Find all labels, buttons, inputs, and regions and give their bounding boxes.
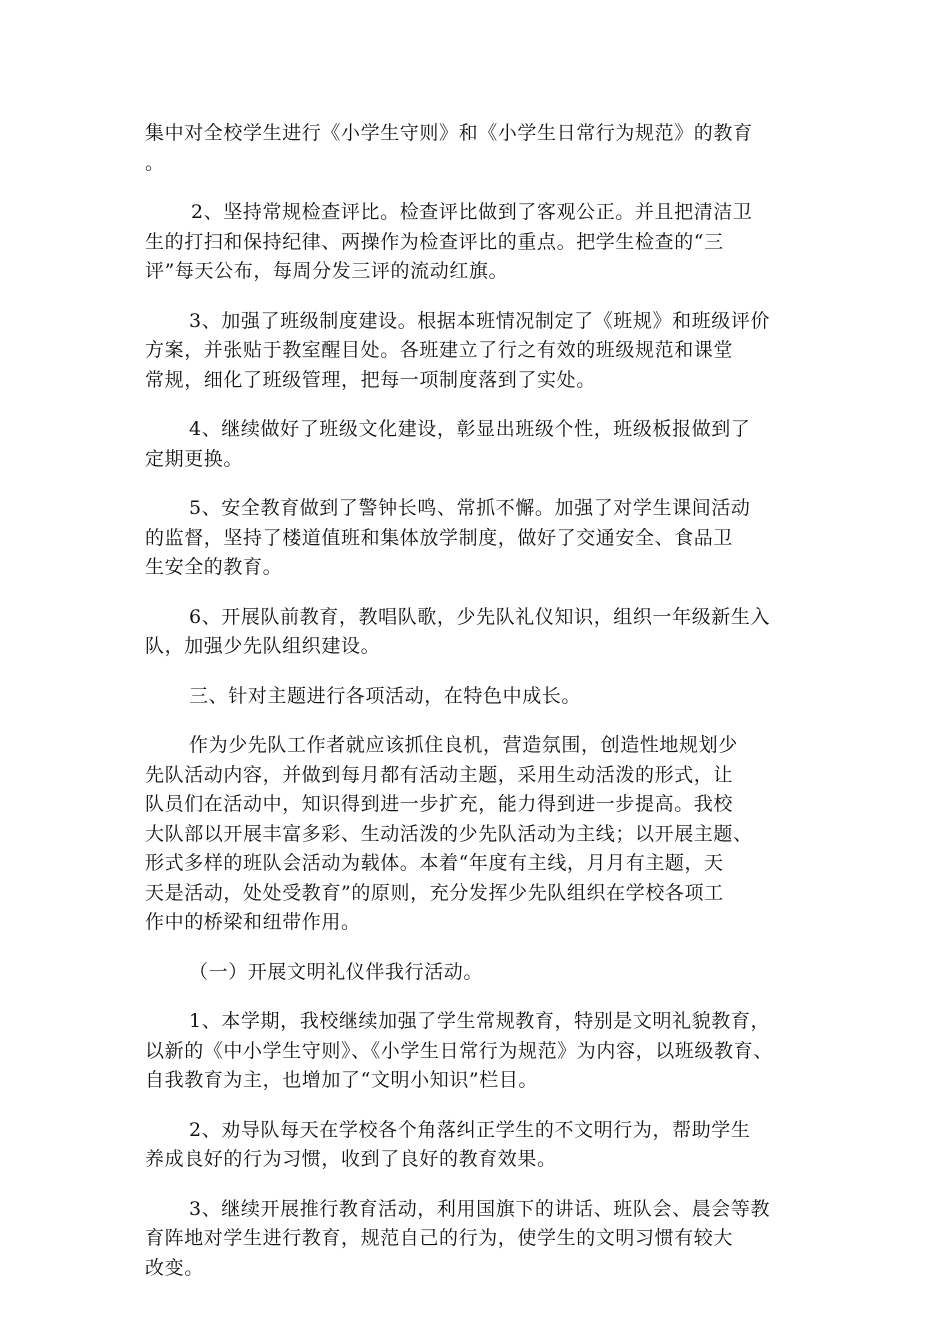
- text-line: 方案，并张贴于教室醒目处。各班建立了行之有效的班级规范和课堂: [145, 339, 734, 361]
- text-line: 大队部以开展丰富多彩、生动活泼的少先队活动为主线；以开展主题、: [145, 822, 753, 845]
- paragraph-sub-item-2: [145, 1116, 820, 1175]
- text-line: 育阵地对学生进行教育，规范自己的行为，使学生的文明习惯有较大: [145, 1227, 734, 1249]
- paragraph-item-4: [145, 415, 820, 474]
- text-line: 队，加强少先队组织建设。: [145, 635, 381, 657]
- paragraph-sub-item-3: [145, 1195, 820, 1284]
- text-line: 改变。: [145, 1256, 204, 1279]
- text-line: 天是活动，处处受教育”的原则，充分发挥少先队组织在学校各项工: [145, 881, 724, 904]
- text-line: 生安全的教育。: [145, 556, 283, 578]
- text-line: 形式多样的班队会活动为载体。本着“年度有主线，月月有主题，天: [145, 852, 724, 874]
- text-line: 常规，细化了班级管理，把每一项制度落到了实处。: [145, 368, 596, 391]
- text-line: 自我教育为主，也增加了“文明小知识”栏目。: [145, 1069, 539, 1091]
- paragraph-item-3: [145, 307, 820, 396]
- paragraph-item-5: [145, 494, 820, 583]
- text-line: 作中的桥梁和纽带作用。: [145, 911, 361, 933]
- text-line: 2、劝导队每天在学校各个角落纠正学生的不文明行为，帮助学生: [189, 1118, 751, 1141]
- text-line: 的监督，坚持了楼道值班和集体放学制度，做好了交通安全、食品卫: [145, 526, 734, 549]
- paragraph-sub-item-1: [145, 1007, 820, 1096]
- text-line: 集中对全校学生进行《小学生守则》和《小学生日常行为规范》的教育: [145, 122, 753, 144]
- text-line: 养成良好的行为习惯，收到了良好的教育效果。: [145, 1148, 557, 1170]
- paragraph-intro: [145, 731, 820, 938]
- text-line: 3、加强了班级制度建设。根据本班情况制定了《班规》和班级评价: [189, 309, 771, 332]
- text-line: 定期更换。: [145, 447, 244, 470]
- text-line: 评”每天公布，每周分发三评的流动红旗。: [145, 260, 509, 282]
- section-heading-3: [145, 682, 820, 712]
- text-line: 队员们在活动中，知识得到进一步扩充，能力得到进一步提高。我校: [145, 793, 734, 815]
- text-line: 5、安全教育做到了警钟长鸣、常抓不懈。加强了对学生课间活动: [189, 497, 751, 519]
- text-line: （一）开展文明礼仪伴我行活动。: [189, 960, 484, 983]
- paragraph-item-2: [145, 198, 820, 287]
- text-line: 1、本学期，我校继续加强了学生常规教育，特别是文明礼貌教育，: [189, 1010, 771, 1032]
- text-line: 2、坚持常规检查评比。检查评比做到了客观公正。并且把清洁卫: [191, 201, 753, 223]
- text-line: 。: [145, 151, 165, 174]
- text-line: 先队活动内容，并做到每月都有活动主题，采用生动活泼的形式，让: [145, 763, 734, 786]
- text-line: 6、开展队前教育，教唱队歌，少先队礼仪知识，组织一年级新生入: [189, 605, 771, 628]
- text-line: 作为少先队工作者就应该抓住良机，营造氛围，创造性地规划少: [189, 734, 738, 756]
- paragraph-continued: [145, 119, 820, 178]
- document-body: [145, 119, 820, 1303]
- subsection-heading-1: [145, 958, 820, 988]
- paragraph-item-6: [145, 603, 820, 662]
- text-line: 生的打扫和保持纪律、两操作为检查评比的重点。把学生检查的“三: [145, 230, 724, 253]
- text-line: 4、继续做好了班级文化建设，彰显出班级个性，班级板报做到了: [189, 418, 751, 440]
- text-line: 三、针对主题进行各项活动，在特色中成长。: [189, 684, 582, 707]
- text-line: 3、继续开展推行教育活动，利用国旗下的讲话、班队会、晨会等教: [189, 1197, 771, 1220]
- text-line: 以新的《中小学生守则》、《小学生日常行为规范》为内容，以班级教育、: [145, 1039, 773, 1062]
